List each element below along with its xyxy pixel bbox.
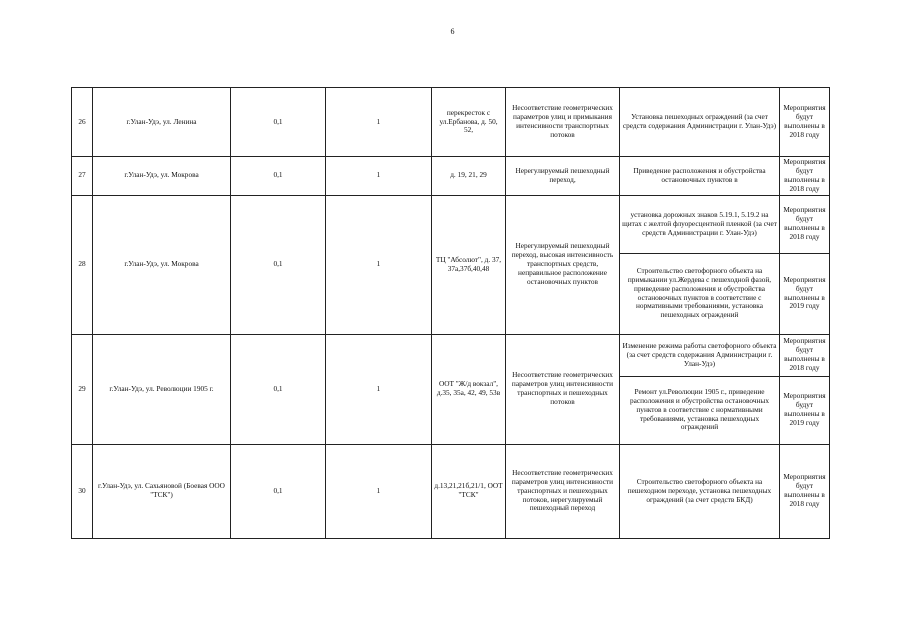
timing-cell: Мероприятия будут выполнены в 2018 году (780, 157, 830, 196)
count-cell: 1 (326, 195, 432, 334)
timing-cell: Мероприятия будут выполнены в 2018 году (780, 88, 830, 157)
street-cell: г.Улан-Удэ, ул. Сахьяновой (Боевая ООО "ТСК") (93, 444, 231, 538)
row-number: 26 (72, 88, 93, 157)
address-cell: ООТ "Ж/д вокзал", д.35, 35а, 42, 49, 53в (432, 334, 506, 444)
table-row (72, 444, 830, 538)
count-cell: 1 (326, 157, 432, 196)
table-row (72, 334, 830, 376)
timing-cell: Мероприятия будут выполнены в 2019 году (780, 253, 830, 334)
address-cell: перекресток с ул.Ербанова, д. 50, 52, (432, 88, 506, 157)
street-cell: г.Улан-Удэ, ул. Революции 1905 г. (93, 334, 231, 444)
address-cell: ТЦ "Абсолют", д. 37, 37а,37б,40,48 (432, 195, 506, 334)
table-row (72, 88, 830, 157)
count-cell: 1 (326, 334, 432, 444)
problem-cell: Несоответствие геометрических параметров улиц и примыкания интенсивности транспортных потоков (506, 88, 620, 157)
value-cell: 0,1 (231, 88, 326, 157)
problem-cell: Нерегулируемый пешеходный переход, высокая интенсивность транспортных средств, неправильное расположение остановочных пунктов (506, 195, 620, 334)
row-number: 29 (72, 334, 93, 444)
value-cell: 0,1 (231, 334, 326, 444)
measure-cell: Приведение расположения и обустройства остановочных пунктов в (620, 157, 780, 196)
page-number: 6 (450, 27, 455, 36)
measure-cell: Изменение режима работы светофорного объекта (за счет средств содержания Администрации г. Улан-Удэ) (620, 334, 780, 376)
address-cell: д. 19, 21, 29 (432, 157, 506, 196)
street-cell: г.Улан-Удэ, ул. Мокрова (93, 195, 231, 334)
problem-cell: Нерегулируемый пешеходный переход, (506, 157, 620, 196)
problem-cell: Несоответствие геометрических параметров улиц интенсивности транспортных и пешеходных потоков (506, 334, 620, 444)
problem-cell: Несоответствие геометрических параметров улиц интенсивности транспортных и пешеходных потоков, нерегулируемый пешеходный переход (506, 444, 620, 538)
value-cell: 0,1 (231, 157, 326, 196)
timing-cell: Мероприятия будут выполнены в 2018 году (780, 334, 830, 376)
row-number: 27 (72, 157, 93, 196)
table-row (72, 195, 830, 253)
table-row (72, 157, 830, 196)
row-number: 28 (72, 195, 93, 334)
street-cell: г.Улан-Удэ, ул. Мокрова (93, 157, 231, 196)
count-cell: 1 (326, 88, 432, 157)
row-number: 30 (72, 444, 93, 538)
measure-cell: Ремонт ул.Революции 1905 г., приведение расположения и обустройства остановочных пунктов в соответствие с нормативными требованиями, установка пешеходных ограждений (620, 376, 780, 444)
measure-cell: Строительство светофорного объекта на пешеходном переходе, установка пешеходных ограждений (за счет средств БКД) (620, 444, 780, 538)
count-cell: 1 (326, 444, 432, 538)
timing-cell: Мероприятия будут выполнены в 2018 году (780, 444, 830, 538)
value-cell: 0,1 (231, 444, 326, 538)
measure-cell: Строительство светофорного объекта на примыкании ул.Жердева с пешеходной фазой, приведение расположения и обустройства остановочных пунктов в соответствие с нормативными требованиями, установка пешеходных ограждений (620, 253, 780, 334)
timing-cell: Мероприятия будут выполнены в 2018 году (780, 195, 830, 253)
value-cell: 0,1 (231, 195, 326, 334)
timing-cell: Мероприятия будут выполнены в 2019 году (780, 376, 830, 444)
measure-cell: установка дорожных знаков 5.19.1, 5.19.2 на щитах с желтой флуоресцентной пленкой (за счет средств Администрации г. Улан-Удэ) (620, 195, 780, 253)
street-cell: г.Улан-Удэ, ул. Ленина (93, 88, 231, 157)
measures-table (71, 87, 830, 539)
address-cell: д.13,21,21б,21/1, ООТ "ТСК" (432, 444, 506, 538)
measure-cell: Установка пешеходных ограждений (за счет средств содержания Администрации г. Улан-Удэ) (620, 88, 780, 157)
